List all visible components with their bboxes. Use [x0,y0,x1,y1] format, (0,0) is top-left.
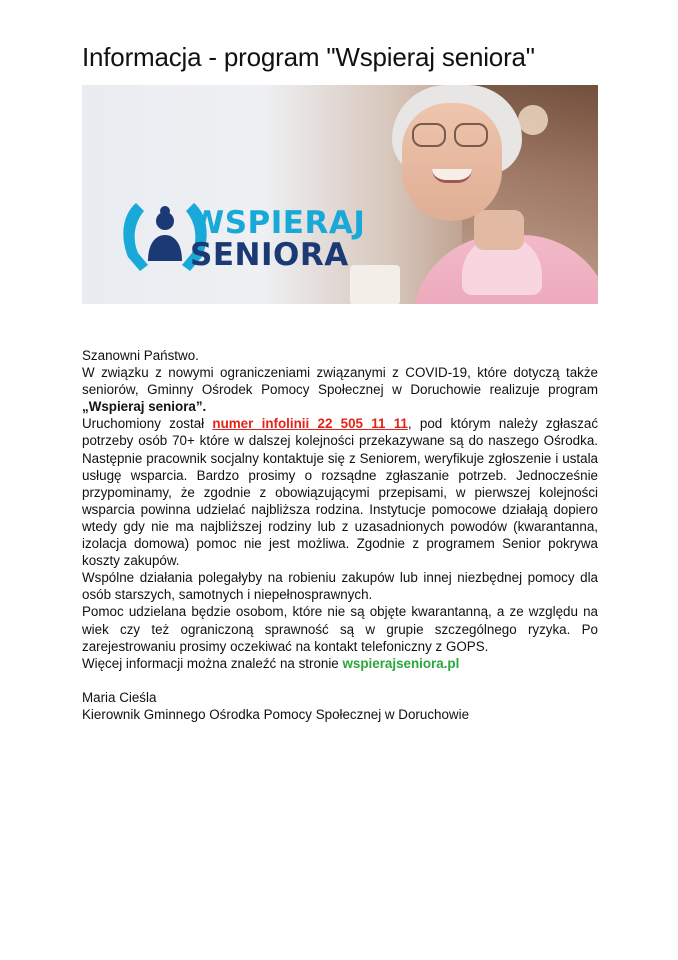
spacer [82,672,598,689]
banner-lamp [518,105,548,135]
website-link[interactable]: wspierajseniora.pl [342,655,460,671]
banner-senior-face [402,103,502,221]
program-name: „Wspieraj seniora”. [82,399,207,415]
greeting: Szanowni Państwo. [82,348,199,363]
hotline-number-link[interactable]: numer infolinii 22 505 11 11 [212,416,408,432]
signature-role: Kierownik Gminnego Ośrodka Pomocy Społecznej w Doruchowie [82,706,470,722]
banner-senior-neck [474,210,524,250]
banner-glasses-left [412,123,446,147]
wspieraj-seniora-banner [82,85,598,304]
page-title: Informacja - program "Wspieraj seniora" [82,42,535,72]
logo-text-seniora: SENIORA [190,237,349,273]
paragraph-activities: Wspólne działania polegałyby na robieniu zakupów lub innej niezbędnej pomocy dla osób starszych, samotnych i niepełnosprawnych. [82,570,598,603]
logo-text-wspieraj: WSPIERAJ [190,205,366,241]
signature-name: Maria Cieśla [82,689,157,705]
letter-body [82,347,598,723]
paragraph-covid: W związku z nowymi ograniczeniami związanymi z COVID-19, które dotyczą także seniorów, Gminny Ośrodek Pomocy Społecznej w Doruchowie realizuje program „Wspieraj seniora”. [82,365,598,415]
banner-glasses-right [454,123,488,147]
paragraph-eligibility: Pomoc udzielana będzie osobom, które nie są objęte kwarantanną, a ze względu na wiek czy też ograniczoną sprawność są w grupie szczególnego ryzyka. Po zarejestrowaniu prosimy oczekiwać na kontakt telefoniczny z GOPS. [82,604,598,654]
paragraph-hotline: Uruchomiony został numer infolinii 22 505 11 11, pod którym należy zgłaszać potrzeby osób 70+ które w dalszej kolejności przekazywane są do naszego Ośrodka. Następnie pracownik socjalny kontaktuje się z Seniorem, weryfikuje zgłoszenie i ustala usługę wsparcia. Bardzo prosimy o rozsądne zgłaszanie potrzeb. Jednocześnie przypominamy, że zgodnie z obowiązującymi przepisami, w pierwszej kolejności wsparcia powinna udzielać najbliższa rodzina. Instytucje pomocowe działają dopiero wtedy gdy nie ma najbliższej rodziny lub z uzasadnionych powodów (kwarantanna, izolacja domowa) pomoc nie jest możliwa. Zgodnie z programem Senior pokrywa koszty zakupów. [82,416,599,569]
paragraph-more-info: Więcej informacji można znaleźć na stronie wspierajseniora.pl [82,655,460,671]
